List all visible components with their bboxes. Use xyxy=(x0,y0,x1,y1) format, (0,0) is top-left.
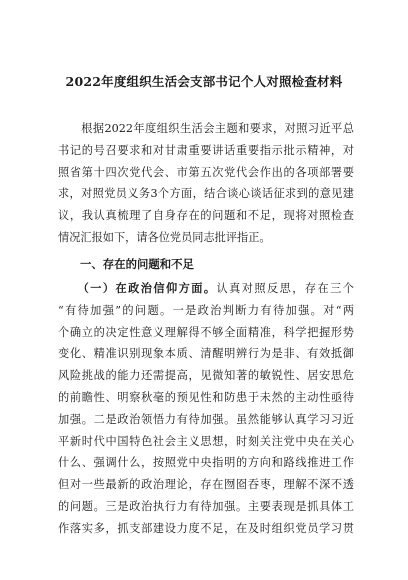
section1-line: 什么、强调什么，按照党中央指明的方向和路线推进工作 xyxy=(58,456,354,470)
intro-line: 书记的号召要求和对甘肃重要讲话重要指示批示精神，对 xyxy=(58,143,354,157)
section1-line: 的前瞻性、明察秋毫的预见性和防患于未然的主动性亟待 xyxy=(58,390,354,404)
section1-line: 变化、精准识别现象本质、清醒明辨行为是非、有效抵御 xyxy=(58,347,354,361)
section1-line: “有待加强”的问题。一是政治判断力有待加强。对“两 xyxy=(58,303,354,317)
section-heading: 一、存在的问题和不足 xyxy=(80,257,194,271)
intro-line: 求，对照党员义务3个方面，结合谈心谈话征求到的意见建 xyxy=(58,187,354,201)
intro-paragraph xyxy=(58,118,354,249)
section1-paragraph xyxy=(58,278,354,540)
section1-first-line xyxy=(58,278,354,300)
section1-line: 的问题。三是政治执行力有待加强。主要表现是抓具体工 xyxy=(58,499,354,513)
intro-line: 议，我认真梳理了自身存在的问题和不足，现将对照检查 xyxy=(58,209,354,223)
section1-line: 加强。二是政治领悟力有待加强。虽然能够认真学习习近 xyxy=(58,412,354,426)
section1-line: 但对一些最新的政治理论，存在囫囵吞枣，理解不深不透 xyxy=(58,478,354,492)
intro-line: 根据2022年度组织生活会主题和要求，对照习近平总 xyxy=(58,122,354,135)
section1-line: 平新时代中国特色社会主义思想，时刻关注党中央在关心 xyxy=(58,434,354,448)
section1-first-line-text: 认真对照反思，存在三个 xyxy=(216,282,354,295)
document-title: 2022年度组织生活会支部书记个人对照检查材料 xyxy=(65,74,343,89)
intro-line: 照省第十四次党代会、市第五次党代会作出的各项部署要 xyxy=(58,165,354,179)
subsection-heading: （一）在政治信仰方面。 xyxy=(83,281,217,295)
section1-line: 个确立的决定性意义理解得不够全面精准，科学把握形势 xyxy=(58,325,354,339)
intro-line: 情况汇报如下，请各位党员同志批评指正。 xyxy=(58,230,271,244)
section1-line: 风险挑战的能力还需提高，见微知著的敏锐性、居安思危 xyxy=(58,369,354,383)
section1-line: 作落实多，抓支部建设力度不足，在及时组织党员学习贯 xyxy=(58,521,354,535)
